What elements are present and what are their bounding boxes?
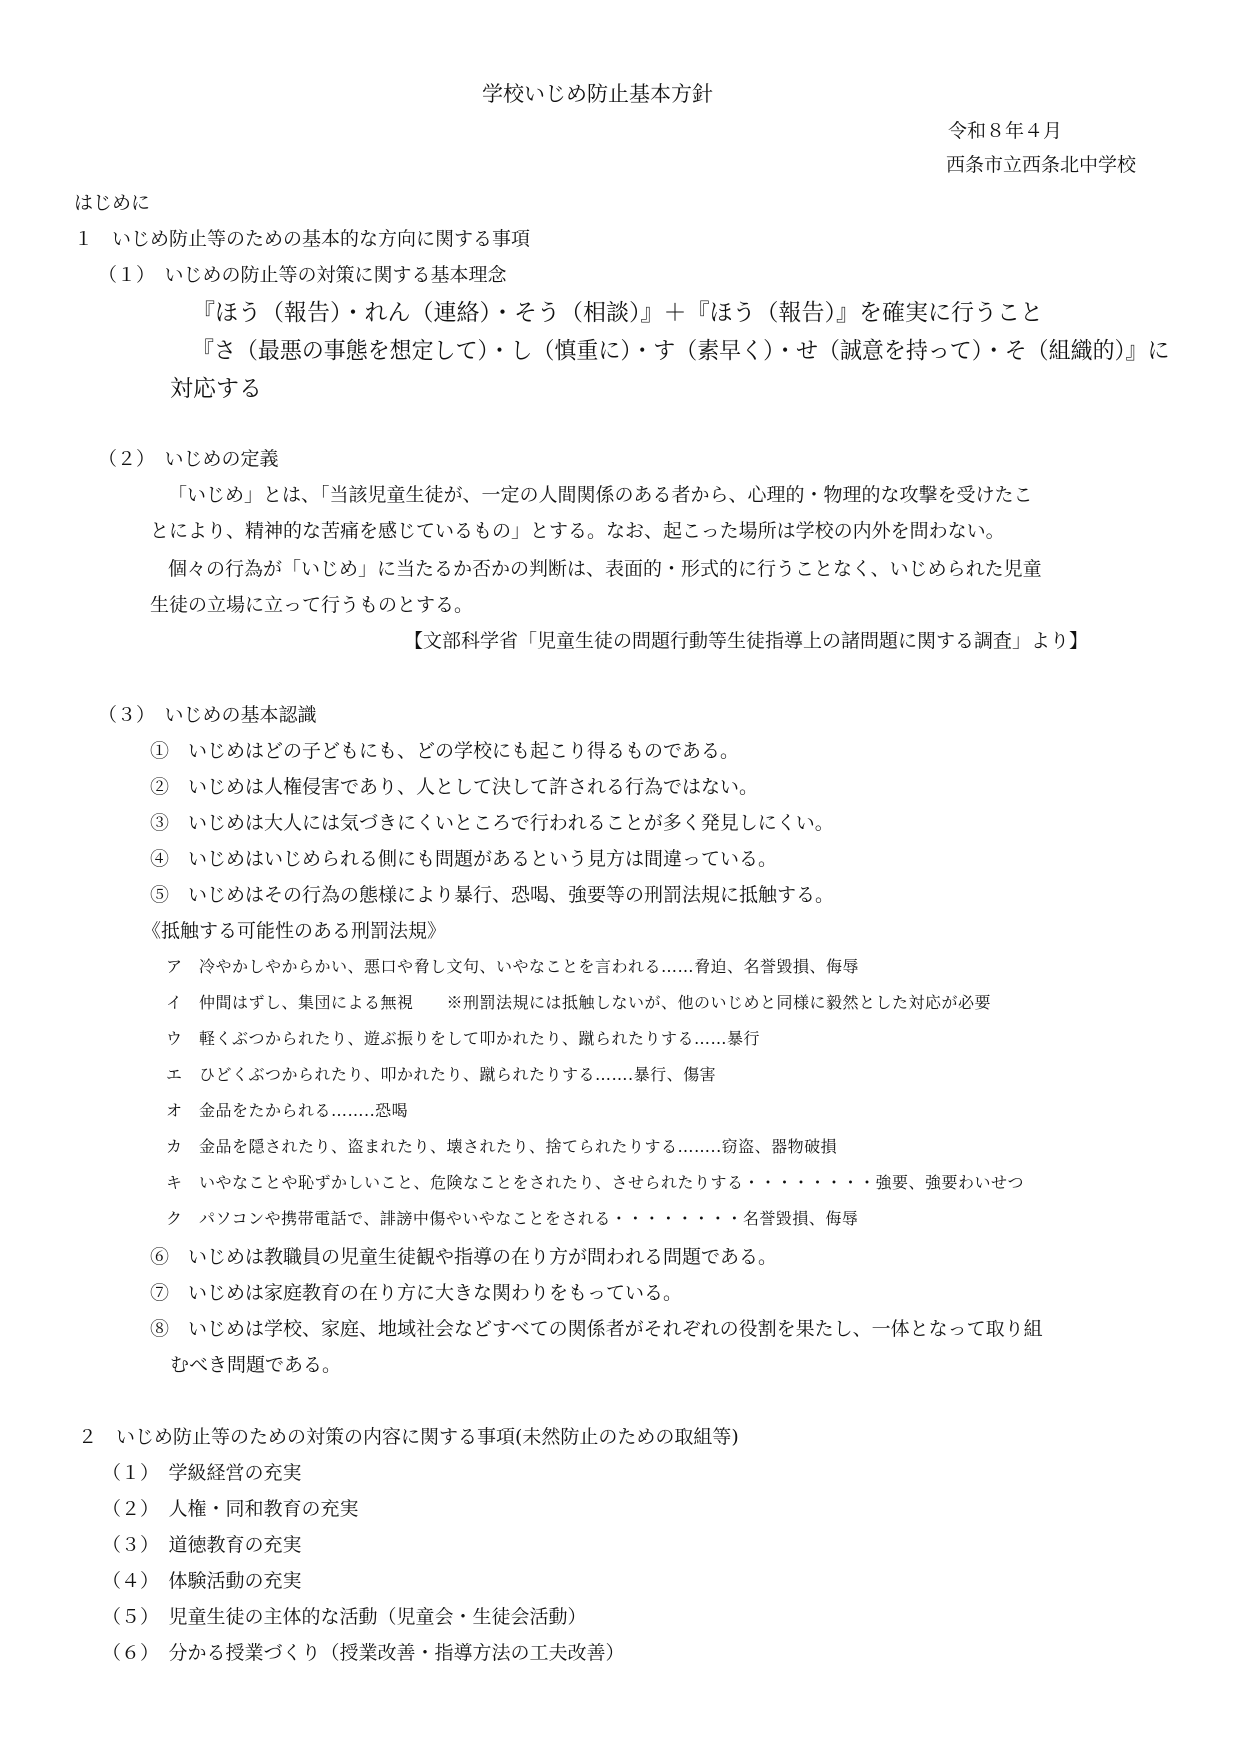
- section2-item-5: （５） 児童生徒の主体的な活動（児童会・生徒会活動）: [102, 1606, 587, 1628]
- definition-source: 【文部科学省「児童生徒の問題行動等生徒指導上の諸問題に関する調査」より】: [404, 630, 1089, 652]
- definition-p2a: 個々の行為が「いじめ」に当たるか否かの判断は、表面的・形式的に行うことなく、いじめられた児童: [168, 558, 1042, 580]
- penal-law-o: オ 金品をたかられる……..恐喝: [166, 1101, 409, 1120]
- definition-p2b: 生徒の立場に立って行うものとする。: [150, 594, 474, 616]
- page-title: 学校いじめ防止基本方針: [482, 82, 713, 106]
- section1-sub3-heading: （３） いじめの基本認識: [98, 704, 317, 726]
- section2-item-2: （２） 人権・同和教育の充実: [102, 1498, 359, 1520]
- issue-date: 令和８年４月: [948, 120, 1063, 142]
- penal-law-ku: ク パソコンや携帯電話で、誹謗中傷やいやなことをされる・・・・・・・・名誉毀損、侮辱: [166, 1209, 859, 1228]
- recognition-item-8-cont: むべき問題である。: [170, 1354, 342, 1376]
- penal-law-e: エ ひどくぶつかられたり、叩かれたり、蹴られたりする…….暴行、傷害: [166, 1065, 717, 1084]
- school-name: 西条市立西条北中学校: [946, 154, 1137, 176]
- penal-law-heading: 《抵触する可能性のある刑罰法規》: [142, 920, 447, 942]
- section2-item-4: （４） 体験活動の充実: [102, 1570, 302, 1592]
- section2-item-1: （１） 学級経営の充実: [102, 1462, 302, 1484]
- principle-line1: 『ほう（報告）・れん（連絡）・そう（相談）』＋『ほう（報告）』を確実に行うこと: [192, 300, 1043, 326]
- definition-p1b: とにより、精神的な苦痛を感じているもの」とする。なお、起こった場所は学校の内外を問わない。: [150, 520, 1005, 542]
- penal-law-u: ウ 軽くぶつかられたり、遊ぶ振りをして叩かれたり、蹴られたりする……暴行: [166, 1029, 761, 1048]
- section2-item-3: （３） 道徳教育の充実: [102, 1534, 302, 1556]
- recognition-item-1: ① いじめはどの子どもにも、どの学校にも起こり得るものである。: [150, 740, 740, 762]
- section1-heading: １ いじめ防止等のための基本的な方向に関する事項: [74, 228, 531, 250]
- recognition-item-7: ⑦ いじめは家庭教育の在り方に大きな関わりをもっている。: [150, 1282, 683, 1304]
- penal-law-ka: カ 金品を隠されたり、盗まれたり、壊されたり、捨てられたりする……..窃盗、器物破損: [166, 1137, 838, 1156]
- principle-line2: 『さ（最悪の事態を想定して）・し（慎重に）・す（素早く）・せ（誠意を持って）・そ（組織的）』に: [192, 338, 1170, 364]
- section1-sub2-heading: （２） いじめの定義: [98, 448, 279, 470]
- section1-sub1-heading: （１） いじめの防止等の対策に関する基本理念: [98, 264, 507, 286]
- recognition-item-3: ③ いじめは大人には気づきにくいところで行われることが多く発見しにくい。: [150, 812, 834, 834]
- recognition-item-5: ⑤ いじめはその行為の態様により暴行、恐喝、強要等の刑罰法規に抵触する。: [150, 884, 835, 906]
- penal-law-ki: キ いやなことや恥ずかしいこと、危険なことをされたり、させられたりする・・・・・・・・強要、強要わいせつ: [166, 1173, 1025, 1192]
- penal-law-a: ア 冷やかしやからかい、悪口や脅し文句、いやなことを言われる……脅迫、名誉毀損、侮辱: [166, 957, 860, 976]
- principle-line3: 対応する: [170, 376, 262, 402]
- definition-p1a: 「いじめ」とは、「当該児童生徒が、一定の人間関係のある者から、心理的・物理的な攻撃を受けたこ: [168, 484, 1033, 506]
- section2-heading: ２ いじめ防止等のための対策の内容に関する事項(未然防止のための取組等): [78, 1426, 739, 1448]
- recognition-item-8: ⑧ いじめは学校、家庭、地域社会などすべての関係者がそれぞれの役割を果たし、一体となって取り組: [150, 1318, 1043, 1340]
- section2-item-6: （６） 分かる授業づくり（授業改善・指導方法の工夫改善）: [102, 1642, 625, 1664]
- recognition-item-2: ② いじめは人権侵害であり、人として決して許される行為ではない。: [150, 776, 759, 798]
- intro-heading: はじめに: [74, 192, 151, 214]
- recognition-item-4: ④ いじめはいじめられる側にも問題があるという見方は間違っている。: [150, 848, 778, 870]
- recognition-item-6: ⑥ いじめは教職員の児童生徒観や指導の在り方が問われる問題である。: [150, 1246, 778, 1268]
- penal-law-i: イ 仲間はずし、集団による無視 ※刑罰法規には抵触しないが、他のいじめと同様に毅然とした対応が必要: [166, 993, 992, 1012]
